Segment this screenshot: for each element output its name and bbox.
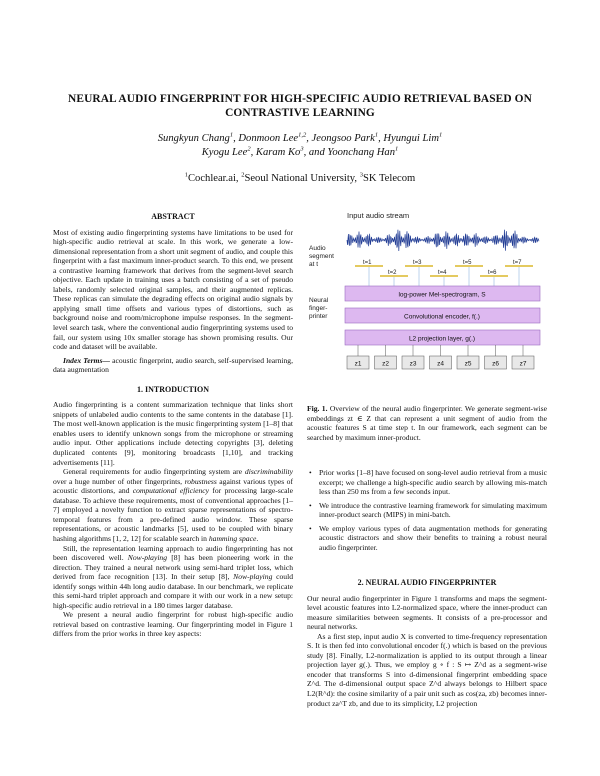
fig-segment-label: Audio segment at t: [309, 245, 334, 268]
fig-output-label: z3: [409, 360, 417, 368]
section2-paragraph: Our neural audio fingerprinter in Figure 1 transforms and maps the segment-level acoustic features into L2-normalized space, where the inner-product can measure similarities between segments. It consists of a pre-processor and neural networks.: [307, 593, 547, 632]
figure-1: [307, 206, 547, 396]
affiliation: Seoul National University: [244, 173, 355, 184]
fig-output-label: z7: [519, 360, 527, 368]
index-terms: Index Terms— acoustic fingerprint, audio search, self-supervised learning, data augmentation: [53, 355, 294, 375]
contributions-list: [307, 468, 547, 556]
fig-network-label: Neural finger-printer: [309, 297, 329, 320]
caption-label: Fig. 1.: [307, 404, 328, 413]
author: Karam Ko$^3$, and: [255, 145, 328, 158]
fig-time-label: t=5: [463, 260, 472, 266]
abstract-heading: ABSTRACT: [151, 212, 195, 221]
author: Sungkyun Chang$^1$,: [157, 131, 239, 144]
fig-output-label: z6: [492, 360, 499, 368]
author: Yoonchang Han$^1$: [327, 145, 399, 158]
affiliation: Cochlear.ai: [187, 173, 236, 184]
intro-paragraph: Audio fingerprinting is a content summarization technique that links short snippets of unlabeled audio contents to the same contents in the database [1]. The most well-known application is the music fingerprinting system [1–8] that enables users to identify unknown songs from the microphone or streaming audio input. Other applications include detecting copyrights [3], deleting duplicated contents [9], monitoring broadcasts [1,10], and tracking advertisements [11].: [53, 400, 293, 467]
fig-time-label: t=1: [363, 260, 372, 266]
intro-paragraph: General requirements for audio fingerprinting system are discriminability over a huge number of other fingerprints, robustness against various types of acoustic distortions, and computational efficiency for processing large-scale database. To achieve these requirements, most of conventional approaches [1–7] employed a novelty function to extract sparse representations of spectro-temporal features from a pre-defined audio window. These sparse representations, or acoustic landmarks [5], used to be coupled with binary hashing algorithms [1, 2, 12] for scalable search in hamming space.: [53, 467, 293, 543]
fig-layer-label: Convolutional encoder, f(.): [404, 313, 480, 321]
author: Hyungui Lim$^1$: [383, 131, 443, 144]
fig-output-label: z4: [437, 360, 444, 368]
fig-output-label: z1: [354, 360, 362, 368]
fig-layer-label: log-power Mel-spectrogram, S: [398, 291, 486, 299]
fig-time-label: t=4: [438, 270, 447, 276]
author: Kyogu Lee$^2$,: [201, 145, 256, 158]
figure-caption: Fig. 1. Overview of the neural audio fingerprinter. We generate segment-wise embeddings zt ∈ Z that can represent a unit segment of audio from the acoustic features S at time step t. In our framework, each segment can be searched by maximum inner-product.: [307, 404, 547, 442]
fig-output-label: z5: [464, 360, 472, 368]
section2-heading: 2. NEURAL AUDIO FINGERPRINTER: [357, 578, 497, 587]
fig-time-segments: [355, 260, 533, 286]
fig-waveform: [347, 230, 539, 251]
list-item: • We employ various types of data augmentation methods for generating acoustic distractors and show their benefits to training a robust neural audio fingerprinter.: [319, 524, 547, 553]
section2-paragraph: As a first step, input audio X is converted to time-frequency representation S. It is then fed into convolutional encoder f(.) which is based on the previous study [8]. Finally, L2-normalization is applied to its output through a linear projection layer g(.). Thus, we employ g ∘ f : S ↦ Z^d as a segment-wise encoder that transforms S into d-dimensional fingerprint embedding space Z^d. The d-dimensional output space Z^d always belongs to Hilbert space L2(R^d): the cosine similarity of a pair unit such as cos(za, zb) becomes inner-product za^T zb, and due to its simplicity, L2 projection: [307, 631, 547, 708]
fig-outputs: [347, 345, 534, 369]
fig-time-label: t=7: [513, 260, 522, 266]
fig-time-label: t=2: [388, 270, 397, 276]
section-2: [307, 578, 547, 708]
fig-time-label: t=3: [413, 260, 422, 266]
affiliations: $^1$Cochlear.ai, $^2$Seoul National University, $^3$SK Telecom: [184, 171, 416, 184]
left-column: [53, 212, 293, 639]
author: Jeongsoo Park$^1$,: [311, 131, 384, 144]
author-list: [110, 132, 490, 160]
abstract-text: Most of existing audio fingerprinting systems have limitations to be used for high-specific audio retrieval at scale. In this work, we generate a low-dimensional representation from a short unit segment of audio, and couple this fingerprint with a fast maximum inner-product search. To this end, we present a contrastive learning framework that derives from the segment-level search objective. Each update in training uses a batch consisting of a set of pseudo labels, randomly selected original samples, and their augmented replicas. These replicas can simulate the degrading effects on original audio signals by applying small time offsets and various types of distortions, such as background noise and room/microphone impulse responses. In the segment-level search task, where the conventional audio fingerprinting systems used to fail, our system using 10x smaller storage has shown promising results. Our code and dataset will be available.: [53, 227, 293, 352]
fig-time-label: t=6: [488, 270, 497, 276]
list-item: • Prior works [1–8] have focused on song-level audio retrieval from a music excerpt; we challenge a high-specific audio search by allowing mis-match less than 250 ms from a few seconds input.: [319, 468, 547, 497]
fig-input-label: Input audio stream: [347, 211, 410, 220]
paper-title: NEURAL AUDIO FINGERPRINT FOR HIGH-SPECIFIC AUDIO RETRIEVAL BASED ON CONTRASTIVE LEARNING: [68, 93, 532, 119]
list-item: • We introduce the contrastive learning framework for simulating maximum inner-product search (MIPS) in mini-batch.: [319, 501, 547, 520]
intro-paragraph: We present a neural audio fingerprint for robust high-specific audio retrieval based on contrastive learning. Our fingerprinting model in Figure 1 differs from the prior works in three key aspects:: [53, 610, 293, 639]
fig-layer-label: L2 projection layer, g(.): [408, 335, 476, 343]
affiliation: SK Telecom: [362, 173, 416, 184]
fig-output-label: z2: [382, 360, 389, 368]
index-terms-label: Index Terms—: [63, 355, 111, 365]
author: Donmoon Lee$^{1,2}$,: [238, 131, 312, 144]
intro-paragraph: Still, the representation learning approach to audio fingerprinting has not been discovered well. Now-playing [8] has been pioneering work in the direction. They trained a neural network using semi-hard triplet loss, which derived from face recognition [13]. In their setup [8], Now-playing could identify songs within 44h long audio database. In our benchmark, we replicate this semi-hard triplet approach and compare it with our work in a new setup: high-specific audio retrieval in a 180 times larger database.: [53, 543, 294, 610]
intro-heading: 1. INTRODUCTION: [136, 384, 209, 394]
